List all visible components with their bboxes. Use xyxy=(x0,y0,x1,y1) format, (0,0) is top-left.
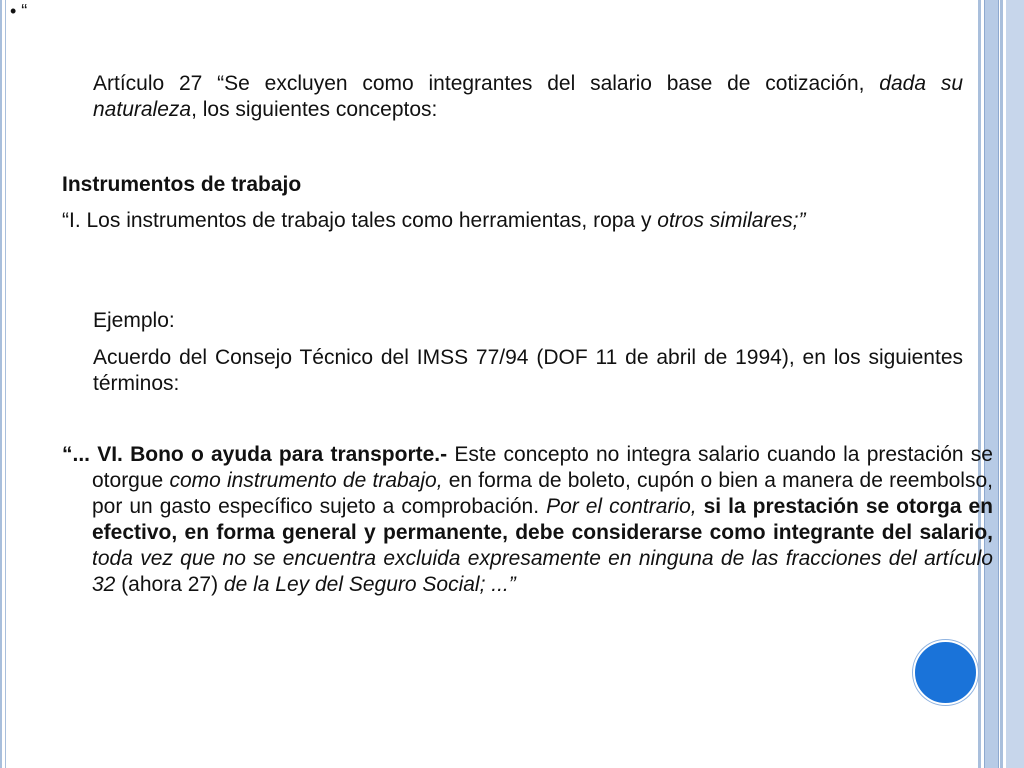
fraction-vi-italic-7: toda vez que no se encuentra excluida expresamente en ninguna de las fracciones del artículo 32 xyxy=(92,547,993,596)
fraction-i-italic: otros similares;” xyxy=(657,209,806,232)
article-text-3: , los siguientes conceptos: xyxy=(191,98,438,121)
article-text-1: Artículo 27 “Se excluyen como integrantes del salario base de cotización, xyxy=(93,72,880,95)
decorative-circle xyxy=(913,640,978,705)
fraction-i xyxy=(62,208,993,234)
right-border-stripe-4 xyxy=(1006,0,1024,768)
bullet-mark: • “ xyxy=(10,1,28,21)
fraction-vi-text-2: Este concepto no integra salario cuando la prestación se otorgue xyxy=(92,443,993,492)
fraction-i-text: “I. Los instrumentos de trabajo tales como herramientas, ropa y xyxy=(62,209,658,232)
fraction-vi-title: “... VI. Bono o ayuda para transporte.- xyxy=(62,443,448,466)
acuerdo-text: Acuerdo del Consejo Técnico del IMSS 77/94 (DOF 11 de abril de 1994), en los siguientes términos: xyxy=(93,346,963,395)
fraction-vi-bold-6: si la prestación se otorga en efectivo, en forma general y permanente, debe considerarse como integrante del salario, xyxy=(92,495,994,544)
right-border-stripe-2 xyxy=(984,0,999,768)
fraction-vi-italic-5: Por el contrario, xyxy=(546,495,697,518)
article-quote xyxy=(93,71,963,123)
fraction-vi-text-8: (ahora 27) xyxy=(115,573,224,596)
example-label: Ejemplo: xyxy=(93,309,175,332)
fraction-vi-text-4: en forma de boleto, cupón o bien a manera de reembolso, por un gasto específico sujeto a comprobación. xyxy=(92,469,993,518)
article-text-italic: dada su naturaleza xyxy=(93,72,964,121)
fraction-vi-italic-3: como instrumento de trabajo, xyxy=(169,469,443,492)
section-heading: Instrumentos de trabajo xyxy=(62,173,302,196)
fraction-vi-italic-9: de la Ley del Seguro Social; ...” xyxy=(223,573,516,596)
left-border-stripe-thin xyxy=(5,0,6,768)
right-border-stripe-1 xyxy=(978,0,981,768)
left-border-stripe xyxy=(0,0,2,768)
fraction-vi xyxy=(62,442,993,598)
right-border-stripe-3 xyxy=(1000,0,1003,768)
